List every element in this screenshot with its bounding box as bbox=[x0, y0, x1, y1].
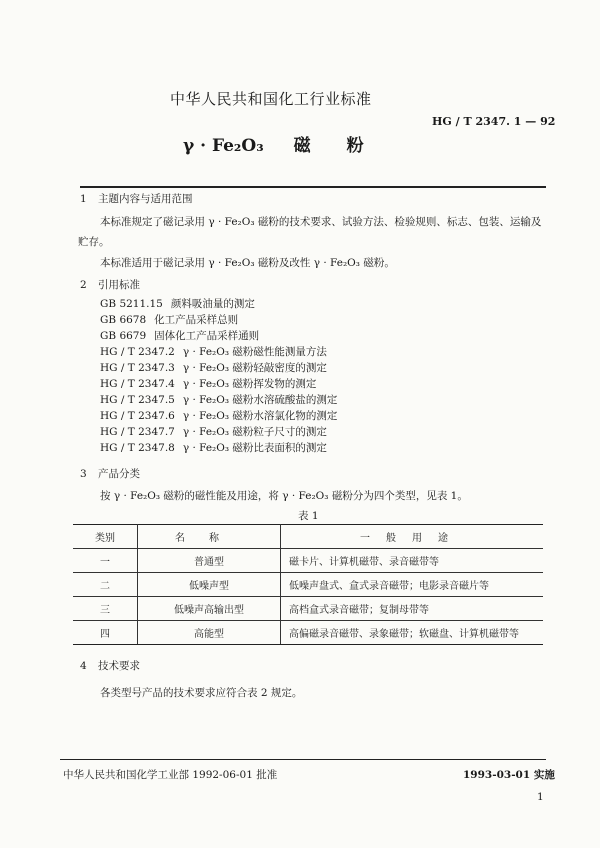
reference-code: GB 6679 bbox=[100, 330, 147, 342]
reference-item bbox=[100, 360, 337, 376]
title-formula: γ · Fe₂O₃ bbox=[183, 136, 264, 156]
section-1-para-1: 本标准规定了磁记录用 γ · Fe₂O₃ 磁粉的技术要求、试验方法、检验规则、标志、包装、运输及 bbox=[100, 216, 542, 228]
reference-item bbox=[100, 408, 337, 424]
reference-title: γ · Fe₂O₃ 磁粉挥发物的测定 bbox=[182, 378, 317, 390]
reference-code: HG / T 2347.2 bbox=[100, 346, 175, 358]
header-name: 名称 bbox=[138, 525, 281, 549]
name-cell: 普通型 bbox=[138, 549, 281, 573]
category-cell: 四 bbox=[73, 621, 138, 645]
reference-item bbox=[100, 312, 337, 328]
reference-item bbox=[100, 344, 337, 360]
usage-cell: 磁卡片、计算机磁带、录音磁带等 bbox=[281, 549, 544, 573]
approval-text: 中华人民共和国化学工业部 1992-06-01 批准 bbox=[63, 769, 278, 781]
reference-item bbox=[100, 440, 337, 456]
section-1-para-2: 本标准适用于磁记录用 γ · Fe₂O₃ 磁粉及改性 γ · Fe₂O₃ 磁粉。 bbox=[100, 257, 395, 269]
table-row bbox=[73, 621, 543, 645]
issuer-heading: 中华人民共和国化工行业标准 bbox=[170, 90, 372, 108]
usage-cell: 高档盒式录音磁带；复制母带等 bbox=[281, 597, 544, 621]
header-category: 类别 bbox=[73, 525, 138, 549]
name-cell: 高能型 bbox=[138, 621, 281, 645]
reference-item bbox=[100, 376, 337, 392]
reference-code: GB 5211.15 bbox=[100, 298, 163, 310]
category-cell: 一 bbox=[73, 549, 138, 573]
reference-item bbox=[100, 328, 337, 344]
table-row bbox=[73, 597, 543, 621]
section-1-heading: 1 主题内容与适用范围 bbox=[80, 193, 193, 205]
document-title bbox=[183, 131, 400, 156]
reference-code: HG / T 2347.7 bbox=[100, 426, 175, 438]
section-3-para: 按 γ · Fe₂O₃ 磁粉的磁性能及用途，将 γ · Fe₂O₃ 磁粉分为四个类型，见表 1。 bbox=[100, 490, 468, 502]
standard-code: HG / T 2347. 1 — 92 bbox=[432, 115, 556, 128]
name-cell: 低噪声型 bbox=[138, 573, 281, 597]
section-4-para: 各类型号产品的技术要求应符合表 2 规定。 bbox=[100, 687, 303, 699]
section-3-heading: 3 产品分类 bbox=[80, 468, 140, 480]
classification-table bbox=[73, 524, 543, 645]
table-row bbox=[73, 573, 543, 597]
footer-rule bbox=[60, 759, 546, 760]
reference-code: GB 6678 bbox=[100, 314, 147, 326]
table-caption: 表 1 bbox=[298, 510, 319, 522]
reference-code: HG / T 2347.6 bbox=[100, 410, 175, 422]
table-row bbox=[73, 549, 543, 573]
table-header-row bbox=[73, 525, 543, 549]
header-usage: 一般用途 bbox=[281, 525, 544, 549]
reference-title: γ · Fe₂O₃ 磁粉磁性能测量方法 bbox=[182, 346, 327, 358]
reference-code: HG / T 2347.8 bbox=[100, 442, 175, 454]
reference-item bbox=[100, 424, 337, 440]
effective-date: 1993-03-01 实施 bbox=[463, 769, 555, 781]
reference-item bbox=[100, 296, 337, 312]
reference-code: HG / T 2347.4 bbox=[100, 378, 175, 390]
name-cell: 低噪声高输出型 bbox=[138, 597, 281, 621]
usage-cell: 低噪声盘式、盒式录音磁带；电影录音磁片等 bbox=[281, 573, 544, 597]
reference-code: HG / T 2347.5 bbox=[100, 394, 175, 406]
reference-title: γ · Fe₂O₃ 磁粉轻敲密度的测定 bbox=[182, 362, 327, 374]
reference-title: γ · Fe₂O₃ 磁粉粒子尺寸的测定 bbox=[182, 426, 327, 438]
reference-title: 颜料吸油量的测定 bbox=[170, 298, 255, 310]
usage-cell: 高偏磁录音磁带、录象磁带；软磁盘、计算机磁带等 bbox=[281, 621, 544, 645]
reference-title: 化工产品采样总则 bbox=[154, 314, 239, 326]
section-2-heading: 2 引用标准 bbox=[80, 279, 140, 291]
header-rule bbox=[80, 186, 546, 188]
section-1-para-1-cont: 贮存。 bbox=[78, 236, 110, 248]
category-cell: 二 bbox=[73, 573, 138, 597]
reference-list bbox=[100, 296, 337, 456]
category-cell: 三 bbox=[73, 597, 138, 621]
section-4-heading: 4 技术要求 bbox=[80, 660, 140, 672]
reference-title: 固体化工产品采样通则 bbox=[154, 330, 260, 342]
reference-title: γ · Fe₂O₃ 磁粉水溶硫酸盐的测定 bbox=[182, 394, 338, 406]
reference-item bbox=[100, 392, 337, 408]
reference-title: γ · Fe₂O₃ 磁粉水溶氯化物的测定 bbox=[182, 410, 338, 422]
title-name: 磁粉 bbox=[293, 136, 400, 156]
page-number: 1 bbox=[537, 791, 544, 803]
reference-code: HG / T 2347.3 bbox=[100, 362, 175, 374]
reference-title: γ · Fe₂O₃ 磁粉比表面积的测定 bbox=[182, 442, 327, 454]
